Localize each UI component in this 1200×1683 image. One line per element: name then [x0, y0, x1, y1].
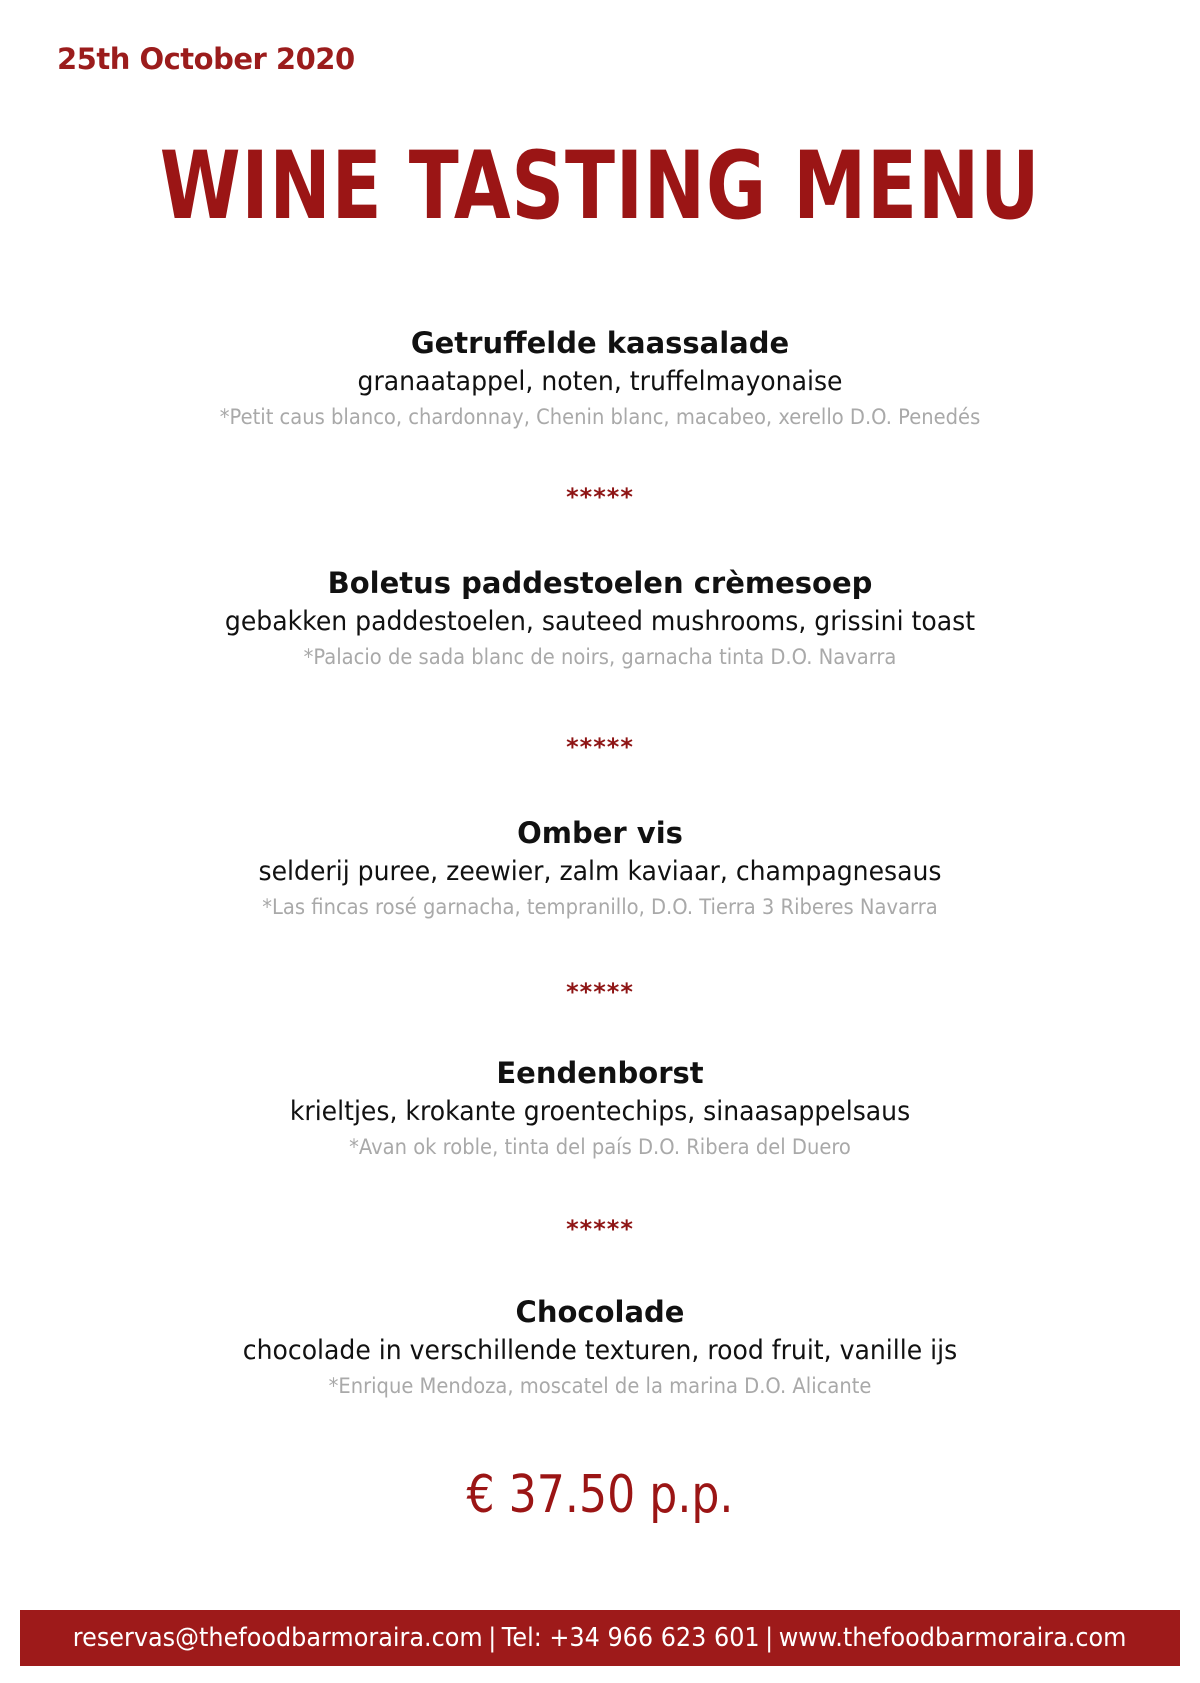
wine-pairing: *Petit caus blanco, chardonnay, Chenin blanc, macabeo, xerello D.O. Penedés: [219, 405, 981, 429]
footer-divider: |: [488, 1623, 497, 1653]
course-name: Chocolade: [515, 1295, 685, 1329]
menu-title: WINE TASTING MENU: [159, 132, 1041, 241]
course-separator: *****: [566, 483, 634, 511]
course-name: Getruffelde kaassalade: [410, 326, 790, 360]
course-description: chocolade in verschillende texturen, rood fruit, vanille ijs: [242, 1335, 958, 1366]
menu-date: 25th October 2020: [57, 42, 355, 76]
course-separator: *****: [566, 978, 634, 1006]
course-name: Omber vis: [517, 816, 683, 850]
wine-pairing: *Las fincas rosé garnacha, tempranillo, D.O. Tierra 3 Riberes Navarra: [262, 895, 938, 919]
course-description: krieltjes, krokante groentechips, sinaasappelsaus: [289, 1096, 911, 1127]
footer-email[interactable]: reservas@thefoodbarmoraira.com: [73, 1623, 484, 1653]
course-item: [0, 1053, 1200, 1163]
course-item: [0, 563, 1200, 673]
footer-divider: |: [765, 1623, 774, 1653]
wine-pairing: *Enrique Mendoza, moscatel de la marina D.O. Alicante: [328, 1374, 872, 1398]
footer-website[interactable]: www.thefoodbarmoraira.com: [779, 1623, 1127, 1653]
course-description: granaatappel, noten, truffelmayonaise: [357, 366, 843, 397]
course-name: Eendenborst: [496, 1056, 704, 1090]
course-description: selderij puree, zeewier, zalm kaviaar, champagnesaus: [258, 856, 942, 887]
course-separator: *****: [566, 1215, 634, 1243]
menu-price: € 37.50 p.p.: [466, 1465, 734, 1525]
course-description: gebakken paddestoelen, sauteed mushrooms, grissini toast: [224, 606, 976, 637]
course-item: [0, 813, 1200, 923]
course-name: Boletus paddestoelen crèmesoep: [327, 566, 873, 600]
course-item: [0, 323, 1200, 433]
footer-phone[interactable]: Tel: +34 966 623 601: [502, 1623, 760, 1653]
course-item: [0, 1292, 1200, 1402]
contact-footer: [20, 1610, 1180, 1666]
course-separator: *****: [566, 733, 634, 761]
wine-pairing: *Palacio de sada blanc de noirs, garnacha tinta D.O. Navarra: [303, 645, 897, 669]
wine-pairing: *Avan ok roble, tinta del país D.O. Ribera del Duero: [349, 1135, 851, 1159]
